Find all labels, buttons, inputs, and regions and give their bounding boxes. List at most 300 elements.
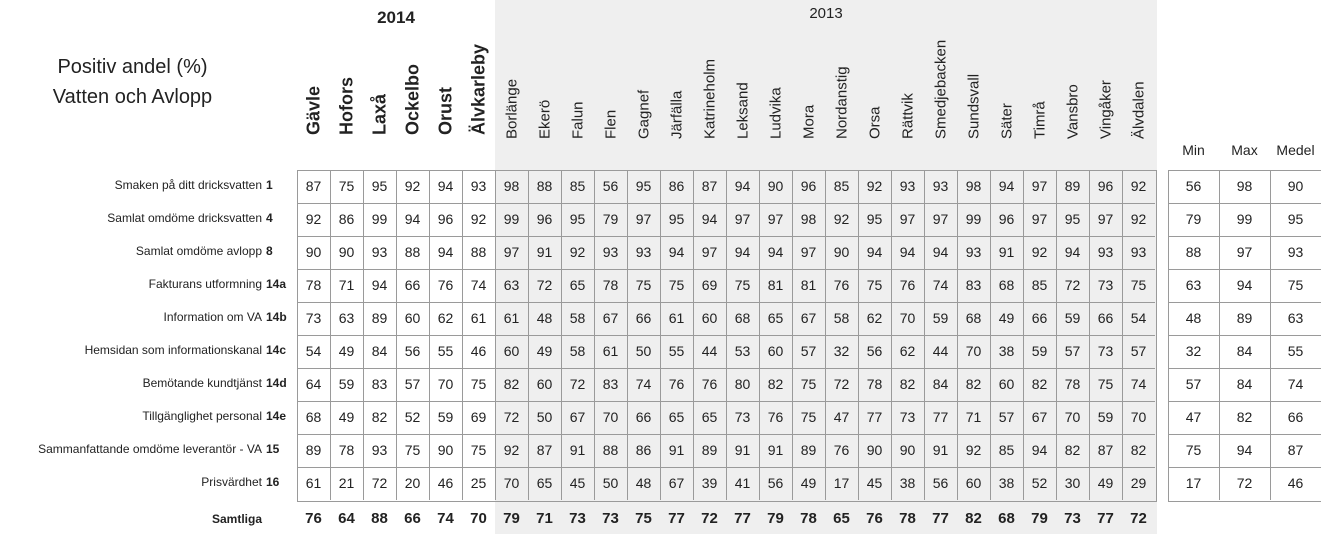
table-cell: 92: [965, 442, 982, 458]
table-cell: 97: [701, 244, 718, 260]
table-cell: 65: [569, 277, 586, 293]
table-cell: 91: [998, 244, 1015, 260]
title-line-1: Positiv andel (%): [57, 56, 208, 78]
stat-cell: 89: [1236, 310, 1253, 326]
table-cell: 76: [833, 442, 850, 458]
table-cell: 94: [1031, 442, 1048, 458]
table-cell: 57: [404, 376, 421, 392]
table-cell: 98: [800, 211, 817, 227]
stat-cell: 55: [1287, 343, 1304, 359]
table-cell: 74: [932, 277, 949, 293]
table-cell: 60: [965, 475, 982, 491]
table-cell: 54: [1130, 310, 1147, 326]
table-cell: 93: [470, 178, 487, 194]
column-header: [990, 0, 1023, 160]
table-cell: 44: [932, 343, 949, 359]
column-header: [924, 0, 957, 160]
table-cell: 78: [602, 277, 619, 293]
table-cell: 91: [734, 442, 751, 458]
table-cell: 64: [305, 376, 322, 392]
table-cell: 92: [1031, 244, 1048, 260]
grid-hline: [1168, 335, 1321, 336]
column-header: [792, 0, 825, 160]
table-cell: 90: [767, 178, 784, 194]
table-cell: 85: [1031, 277, 1048, 293]
stat-cell: 63: [1287, 310, 1304, 326]
table-cell: 94: [668, 244, 685, 260]
table-cell: 38: [998, 343, 1015, 359]
table-cell: 66: [635, 310, 652, 326]
row-label: Samlat omdöme avlopp: [135, 244, 262, 258]
column-header: [1089, 0, 1122, 160]
grid-hline: [297, 302, 1155, 303]
table-cell: 90: [437, 442, 454, 458]
table-cell: 60: [404, 310, 421, 326]
column-header-label: Gävle: [303, 85, 323, 135]
table-cell: 67: [1031, 409, 1048, 425]
table-cell: 56: [602, 178, 619, 194]
table-cell: 65: [668, 409, 685, 425]
table-cell: 95: [1064, 211, 1081, 227]
total-cell: 70: [470, 510, 487, 527]
table-cell: 98: [965, 178, 982, 194]
table-cell: 93: [965, 244, 982, 260]
total-cell: 73: [1064, 510, 1081, 527]
table-cell: 83: [965, 277, 982, 293]
table-cell: 50: [602, 475, 619, 491]
stat-header-max: Max: [1231, 142, 1258, 158]
column-header-label: Orust: [435, 86, 455, 135]
grid-hline: [1168, 401, 1321, 402]
column-header: [726, 0, 759, 160]
table-cell: 59: [1064, 310, 1081, 326]
total-cell: 74: [437, 510, 454, 527]
grid-hline: [297, 236, 1155, 237]
row-number: 14c: [266, 343, 287, 357]
table-cell: 45: [569, 475, 586, 491]
table-cell: 99: [371, 211, 388, 227]
table-cell: 74: [635, 376, 652, 392]
table-cell: 76: [668, 376, 685, 392]
table-cell: 30: [1064, 475, 1081, 491]
table-cell: 66: [1097, 310, 1114, 326]
table-cell: 95: [668, 211, 685, 227]
column-header-label: Sundsvall: [965, 73, 982, 139]
table-cell: 65: [701, 409, 718, 425]
column-header: [561, 0, 594, 160]
table-cell: 44: [701, 343, 718, 359]
table-cell: 91: [668, 442, 685, 458]
total-cell: 88: [371, 510, 388, 527]
table-cell: 97: [1097, 211, 1114, 227]
table-cell: 97: [767, 211, 784, 227]
table-cell: 91: [932, 442, 949, 458]
stat-cell: 98: [1236, 178, 1253, 194]
table-cell: 97: [932, 211, 949, 227]
grid-hline: [1168, 467, 1321, 468]
column-header: [825, 0, 858, 160]
table-cell: 70: [503, 475, 520, 491]
table-cell: 38: [998, 475, 1015, 491]
total-cell: 77: [932, 510, 949, 527]
table-cell: 75: [1130, 277, 1147, 293]
table-cell: 58: [569, 310, 586, 326]
table-cell: 74: [1130, 376, 1147, 392]
table-cell: 89: [305, 442, 322, 458]
stat-cell: 82: [1236, 409, 1253, 425]
total-cell: 65: [833, 510, 850, 527]
table-cell: 78: [305, 277, 322, 293]
stat-cell: 74: [1287, 376, 1304, 392]
table-cell: 71: [965, 409, 982, 425]
stat-grid-border: [1168, 170, 1321, 502]
table-cell: 46: [437, 475, 454, 491]
table-cell: 75: [1097, 376, 1114, 392]
total-label: Samtliga: [211, 512, 262, 526]
table-cell: 68: [965, 310, 982, 326]
total-cell: 79: [503, 510, 520, 527]
table-cell: 94: [734, 244, 751, 260]
table-cell: 78: [1064, 376, 1081, 392]
stat-cell: 75: [1185, 442, 1202, 458]
table-cell: 96: [536, 211, 553, 227]
table-cell: 17: [833, 475, 850, 491]
table-cell: 49: [338, 409, 355, 425]
column-header: [528, 0, 561, 160]
table-cell: 78: [338, 442, 355, 458]
column-header-label: Flen: [602, 109, 619, 139]
main-grid-border: [297, 170, 1157, 502]
table-cell: 67: [668, 475, 685, 491]
table-cell: 69: [701, 277, 718, 293]
table-cell: 83: [602, 376, 619, 392]
grid-hline: [1168, 236, 1321, 237]
row-label: Smaken på ditt dricksvatten: [114, 178, 262, 192]
table-cell: 87: [536, 442, 553, 458]
table-cell: 86: [338, 211, 355, 227]
row-label: Tillgänglighet personal: [142, 409, 262, 423]
row-number: 14d: [266, 376, 287, 390]
table-cell: 29: [1130, 475, 1147, 491]
table-cell: 32: [833, 343, 850, 359]
column-header: [1122, 0, 1155, 160]
table-cell: 82: [1130, 442, 1147, 458]
year-2014-label: 2014: [377, 8, 415, 27]
stat-cell: 72: [1236, 475, 1253, 491]
row-label: Prisvärdhet: [201, 475, 262, 489]
table-cell: 52: [1031, 475, 1048, 491]
table-cell: 87: [1097, 442, 1114, 458]
table-cell: 94: [437, 244, 454, 260]
table-cell: 49: [800, 475, 817, 491]
stat-cell: 75: [1287, 277, 1304, 293]
table-cell: 68: [998, 277, 1015, 293]
table-cell: 94: [866, 244, 883, 260]
table-cell: 48: [635, 475, 652, 491]
total-cell: 77: [668, 510, 685, 527]
table-cell: 84: [932, 376, 949, 392]
table-cell: 85: [569, 178, 586, 194]
stat-cell: 56: [1185, 178, 1202, 194]
total-cell: 79: [767, 510, 784, 527]
column-header-label: Leksand: [734, 82, 751, 139]
table-cell: 70: [602, 409, 619, 425]
table-cell: 74: [470, 277, 487, 293]
table-cell: 90: [338, 244, 355, 260]
table-cell: 59: [1031, 343, 1048, 359]
table-cell: 95: [569, 211, 586, 227]
table-cell: 95: [866, 211, 883, 227]
table-cell: 56: [767, 475, 784, 491]
table-cell: 96: [998, 211, 1015, 227]
table-cell: 97: [1031, 178, 1048, 194]
table-cell: 92: [503, 442, 520, 458]
table-cell: 60: [503, 343, 520, 359]
table-cell: 49: [998, 310, 1015, 326]
table-cell: 91: [569, 442, 586, 458]
table-cell: 73: [1097, 343, 1114, 359]
column-header-label: Ockelbo: [402, 63, 422, 135]
table-cell: 63: [503, 277, 520, 293]
table-cell: 97: [503, 244, 520, 260]
table-cell: 83: [371, 376, 388, 392]
table-cell: 92: [404, 178, 421, 194]
table-cell: 93: [635, 244, 652, 260]
table-cell: 70: [965, 343, 982, 359]
stat-cell: 46: [1287, 475, 1304, 491]
column-header-label: Rättvik: [899, 93, 916, 139]
table-cell: 96: [800, 178, 817, 194]
total-cell: 76: [866, 510, 883, 527]
table-cell: 66: [635, 409, 652, 425]
table-cell: 76: [899, 277, 916, 293]
stat-cell: 47: [1185, 409, 1202, 425]
table-cell: 82: [503, 376, 520, 392]
table-cell: 70: [1064, 409, 1081, 425]
table-cell: 90: [899, 442, 916, 458]
table-cell: 59: [338, 376, 355, 392]
table-cell: 85: [833, 178, 850, 194]
table-cell: 65: [536, 475, 553, 491]
row-label: Sammanfattande omdöme leverantör - VA: [38, 442, 262, 456]
column-header-label: Vansbro: [1064, 84, 1081, 139]
table-cell: 75: [668, 277, 685, 293]
title-line-2: Vatten och Avlopp: [52, 86, 213, 108]
table-cell: 93: [371, 442, 388, 458]
total-cell: 82: [965, 510, 982, 527]
table-cell: 68: [734, 310, 751, 326]
row-number: 14a: [266, 277, 287, 291]
table-cell: 61: [470, 310, 487, 326]
row-number: 8: [266, 244, 273, 258]
column-header: [660, 0, 693, 160]
table-cell: 97: [800, 244, 817, 260]
table-cell: 75: [866, 277, 883, 293]
table-cell: 97: [1031, 211, 1048, 227]
table-cell: 62: [437, 310, 454, 326]
table-cell: 85: [998, 442, 1015, 458]
table-cell: 54: [305, 343, 322, 359]
total-cell: 79: [1031, 510, 1048, 527]
table-cell: 93: [1097, 244, 1114, 260]
table-cell: 94: [734, 178, 751, 194]
stat-cell: 84: [1236, 376, 1253, 392]
table-cell: 92: [866, 178, 883, 194]
table-cell: 72: [1064, 277, 1081, 293]
table-cell: 58: [833, 310, 850, 326]
column-header: [957, 0, 990, 160]
column-header-label: Gagnef: [635, 89, 652, 139]
table-cell: 86: [635, 442, 652, 458]
stat-cell: 84: [1236, 343, 1253, 359]
column-header-label: Smedjebacken: [932, 39, 949, 139]
table-cell: 91: [536, 244, 553, 260]
table-cell: 21: [338, 475, 355, 491]
row-number: 15: [266, 442, 280, 456]
total-cell: 64: [338, 510, 355, 527]
table-cell: 93: [899, 178, 916, 194]
table-cell: 72: [371, 475, 388, 491]
grid-hline: [297, 368, 1155, 369]
table-cell: 56: [932, 475, 949, 491]
table-cell: 86: [668, 178, 685, 194]
stat-header-min: Min: [1182, 142, 1205, 158]
table-cell: 49: [1097, 475, 1114, 491]
table-cell: 76: [767, 409, 784, 425]
grid-hline: [1168, 203, 1321, 204]
table-cell: 72: [833, 376, 850, 392]
table-cell: 88: [602, 442, 619, 458]
column-header-label: Järfälla: [668, 90, 685, 139]
table-cell: 50: [536, 409, 553, 425]
row-number: 4: [266, 211, 273, 225]
table-cell: 75: [800, 409, 817, 425]
column-header-label: Säter: [998, 103, 1015, 139]
table-cell: 41: [734, 475, 751, 491]
table-cell: 69: [470, 409, 487, 425]
table-cell: 95: [371, 178, 388, 194]
row-label: Fakturans utformning: [148, 277, 262, 291]
row-label: Hemsidan som informationskanal: [84, 343, 262, 357]
table-cell: 68: [305, 409, 322, 425]
stat-cell: 87: [1287, 442, 1304, 458]
grid-hline: [297, 335, 1155, 336]
table-cell: 56: [866, 343, 883, 359]
column-header: [330, 0, 363, 160]
table-cell: 94: [437, 178, 454, 194]
table-cell: 82: [767, 376, 784, 392]
column-header-label: Ekerö: [536, 99, 553, 139]
table-cell: 92: [1130, 211, 1147, 227]
table-cell: 99: [965, 211, 982, 227]
column-header: [495, 0, 528, 160]
table-cell: 94: [767, 244, 784, 260]
column-header: [594, 0, 627, 160]
table-cell: 98: [503, 178, 520, 194]
table-cell: 61: [602, 343, 619, 359]
table-cell: 89: [371, 310, 388, 326]
column-header: [297, 0, 330, 160]
table-cell: 71: [338, 277, 355, 293]
column-header: [1056, 0, 1089, 160]
table-cell: 20: [404, 475, 421, 491]
table-cell: 92: [470, 211, 487, 227]
table-cell: 97: [734, 211, 751, 227]
stat-cell: 66: [1287, 409, 1304, 425]
table-cell: 76: [833, 277, 850, 293]
table-cell: 58: [569, 343, 586, 359]
table-cell: 90: [305, 244, 322, 260]
table-cell: 73: [899, 409, 916, 425]
table-cell: 95: [635, 178, 652, 194]
table-cell: 94: [998, 178, 1015, 194]
table-cell: 89: [800, 442, 817, 458]
table-cell: 72: [569, 376, 586, 392]
column-header-label: Älvdalen: [1130, 81, 1147, 139]
table-cell: 66: [404, 277, 421, 293]
table-cell: 88: [536, 178, 553, 194]
table-cell: 77: [866, 409, 883, 425]
column-header: [1023, 0, 1056, 160]
table-cell: 46: [470, 343, 487, 359]
column-header-label: Ludvika: [767, 87, 784, 139]
column-header: [891, 0, 924, 160]
table-cell: 75: [338, 178, 355, 194]
grid-hline: [297, 434, 1155, 435]
stat-cell: 88: [1185, 244, 1202, 260]
total-cell: 78: [899, 510, 916, 527]
table-cell: 75: [635, 277, 652, 293]
column-header-label: Hofors: [336, 77, 356, 135]
table-cell: 72: [536, 277, 553, 293]
column-header: [363, 0, 396, 160]
total-cell: 73: [602, 510, 619, 527]
total-cell: 75: [635, 510, 652, 527]
table-cell: 39: [701, 475, 718, 491]
year-2013-label: 2013: [809, 5, 843, 22]
table-cell: 94: [701, 211, 718, 227]
total-cell: 72: [701, 510, 718, 527]
table-cell: 53: [734, 343, 751, 359]
grid-hline: [1168, 302, 1321, 303]
table-cell: 60: [998, 376, 1015, 392]
table-cell: 92: [1130, 178, 1147, 194]
table-cell: 89: [1064, 178, 1081, 194]
table-cell: 49: [536, 343, 553, 359]
row-number: 14b: [266, 310, 287, 324]
total-cell: 68: [998, 510, 1015, 527]
table-cell: 62: [899, 343, 916, 359]
table-cell: 93: [602, 244, 619, 260]
table-cell: 96: [1097, 178, 1114, 194]
total-cell: 66: [404, 510, 421, 527]
table-cell: 76: [437, 277, 454, 293]
grid-hline: [297, 203, 1155, 204]
grid-hline: [1168, 434, 1321, 435]
stat-cell: 48: [1185, 310, 1202, 326]
column-header: [627, 0, 660, 160]
table-cell: 38: [899, 475, 916, 491]
total-cell: 71: [536, 510, 553, 527]
table-cell: 72: [503, 409, 520, 425]
row-label: Information om VA: [163, 310, 262, 324]
total-cell: 72: [1130, 510, 1147, 527]
table-cell: 62: [866, 310, 883, 326]
table-cell: 81: [800, 277, 817, 293]
table-cell: 92: [569, 244, 586, 260]
table-cell: 60: [767, 343, 784, 359]
table-cell: 82: [1031, 376, 1048, 392]
